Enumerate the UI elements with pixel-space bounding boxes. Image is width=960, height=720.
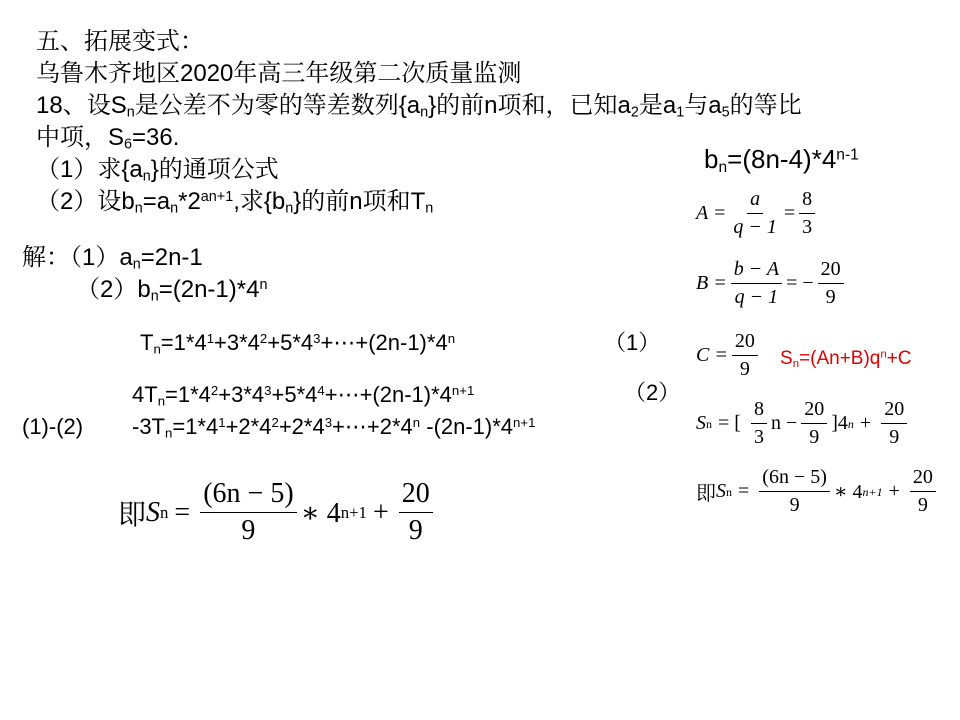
coefficient-c: C = $\frac{20}{9}$ — [696, 330, 762, 381]
final-sum-formula: 即 S n = $\frac{(6n - 5)}{9}$ ∗ 4 n+1 + $\frac{20}{9}$ — [118, 478, 437, 547]
fraction: $\frac{8}{3}$ — [799, 188, 815, 239]
part-1-question: （1）求$\{a_n\}$的通项公式 — [36, 156, 279, 185]
fraction: $\frac{8}{3}$ — [751, 398, 767, 449]
tn-equation-1: $T_n=1*4^1+3*4^2+5*4^3+\cdots+(2n-1)*4^n$ — [140, 330, 456, 357]
solution-line-2: $(2)b_n=(2n-1)*4^n$ — [76, 276, 268, 305]
question-line-2: 中项，$S_6=36$. — [36, 124, 180, 153]
source-line: 乌鲁木齐地区2020年高三年级第二次质量监测 — [36, 60, 522, 87]
subtraction-label: (1)-(2) — [22, 414, 84, 439]
fraction: $\frac{20}{9}$ — [910, 466, 936, 517]
tn-equation-3: $-3T_n=1*4^1+2*4^2+2*4^3+\cdots+2*4^n$ $-(2n-1)*4^{n+1}$ — [132, 414, 536, 441]
fraction: $\frac{20}{9}$ — [732, 330, 758, 381]
fraction: $\frac{(6n - 5)}{9}$ — [200, 478, 296, 547]
fraction: $\frac{a}{q - 1}$ — [733, 188, 777, 238]
sn-expanded-formula: S n = [ $\frac{8}{3}$ n − $\frac{20}{9}$ ]4 n + $\frac{20}{9}$ — [696, 398, 911, 449]
coefficient-a: A = $\frac{a}{q - 1}$ = $\frac{8}{3}$ — [696, 188, 819, 239]
fraction: $\frac{20}{9}$ — [399, 478, 433, 547]
tn-equation-2: $4T_n=1*4^2+3*4^3+5*4^4+\cdots+(2n-1)*4^{n+1}$ — [132, 382, 475, 409]
solution-line-1: 解：$(1)a_n=2n-1$ — [22, 244, 203, 273]
fraction: $\frac{(6n - 5)}{9}$ — [759, 466, 830, 517]
sn-final-formula-right: 即 S n = $\frac{(6n - 5)}{9}$ ∗ 4 n+1 + $\frac{20}{9}$ — [696, 466, 940, 517]
bn-formula: $b_n=(8n-4)*4^{n-1}$ — [704, 144, 859, 176]
equation-tag-2: （2） — [624, 380, 681, 405]
fraction: $\frac{b - A}{q - 1}$ — [731, 258, 782, 309]
fraction: $\frac{20}{9}$ — [801, 398, 827, 449]
question-line-1: 18、设$S_n$是公差不为零的等差数列$\{a_n\}$的前n项和，已知$a_2$是$a_1$与$a_5$的等比 — [36, 92, 802, 121]
fraction: $\frac{20}{9}$ — [818, 258, 844, 309]
equation-tag-1: （1） — [604, 330, 661, 355]
sn-general-form: $S_n=(An+B)q^n+C$ — [780, 348, 912, 370]
part-2-question: （2）设$b_n=a_n*2^{an+1}$,求$\{b_n\}$的前n项和$T_n$ — [36, 188, 434, 217]
heading: 五、拓展变式： — [36, 28, 204, 55]
fraction: $\frac{20}{9}$ — [881, 398, 907, 449]
coefficient-b: B = $\frac{b - A}{q - 1}$ = − $\frac{20}{9}$ — [696, 258, 848, 309]
